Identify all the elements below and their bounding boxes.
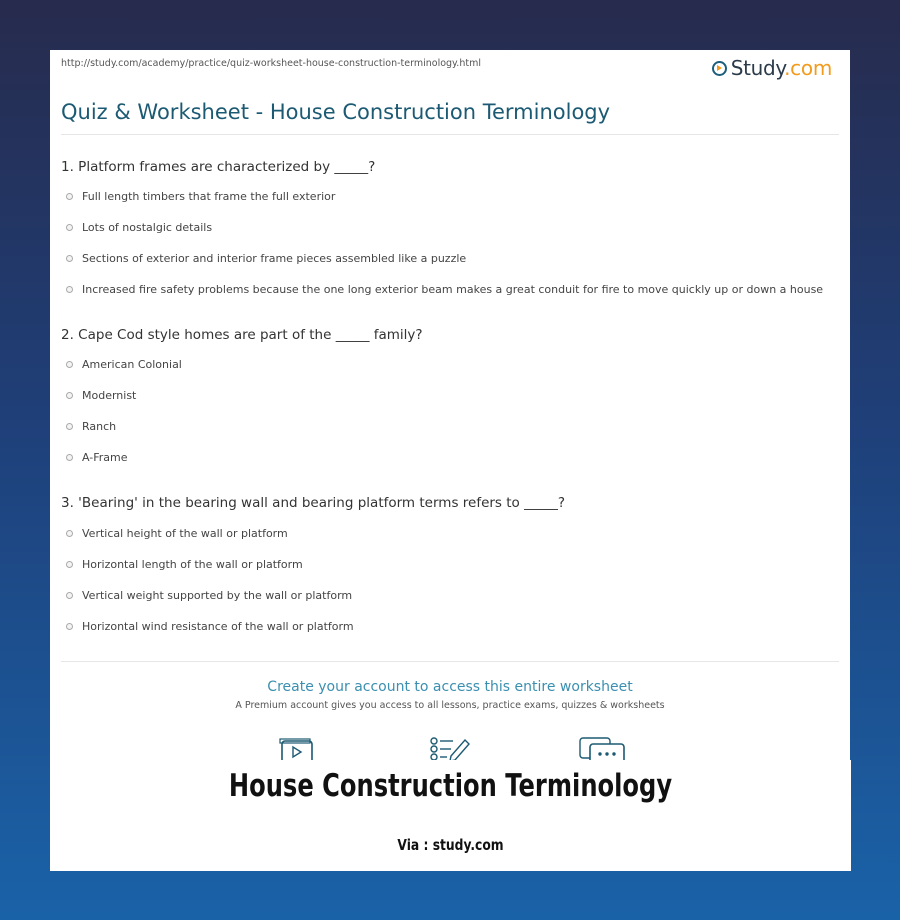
radio-button[interactable] bbox=[66, 423, 73, 430]
q2-option-2[interactable]: Modernist bbox=[66, 389, 136, 402]
play-circle-icon bbox=[712, 61, 727, 76]
caption-source[interactable]: Via : study.com bbox=[397, 836, 504, 854]
q3-option-1[interactable]: Vertical height of the wall or platform bbox=[66, 527, 288, 540]
radio-button[interactable] bbox=[66, 361, 73, 368]
question-1: 1. Platform frames are characterized by _____? bbox=[61, 159, 376, 175]
radio-button[interactable] bbox=[66, 454, 73, 461]
q3-option-4[interactable]: Horizontal wind resistance of the wall or platform bbox=[66, 620, 354, 633]
worksheet-screenshot bbox=[50, 50, 850, 760]
radio-button[interactable] bbox=[66, 592, 73, 599]
video-lesson-icon bbox=[279, 736, 315, 760]
radio-button[interactable] bbox=[66, 623, 73, 630]
page-title: Quiz & Worksheet - House Construction Terminology bbox=[61, 100, 611, 124]
q2-option-3[interactable]: Ranch bbox=[66, 420, 116, 433]
caption-title: House Construction Terminology bbox=[228, 768, 673, 804]
logo-text: Study.com bbox=[730, 56, 832, 80]
page-url[interactable]: http://study.com/academy/practice/quiz-worksheet-house-construction-terminology.html bbox=[61, 58, 481, 69]
caption-banner bbox=[50, 760, 851, 871]
cta-title[interactable]: Create your account to access this entire worksheet bbox=[267, 679, 633, 695]
title-divider bbox=[61, 134, 839, 135]
cta-subtitle: A Premium account gives you access to all lessons, practice exams, quizzes & worksheets bbox=[235, 700, 665, 711]
radio-button[interactable] bbox=[66, 224, 73, 231]
q1-option-1[interactable]: Full length timbers that frame the full exterior bbox=[66, 190, 335, 203]
q1-option-4[interactable]: Increased fire safety problems because the one long exterior beam makes a great conduit for fire to move quickly up or down a house bbox=[66, 283, 823, 296]
quiz-checklist-icon bbox=[429, 736, 471, 760]
chat-expert-icon bbox=[578, 736, 626, 760]
radio-button[interactable] bbox=[66, 392, 73, 399]
question-2: 2. Cape Cod style homes are part of the _____ family? bbox=[61, 327, 423, 343]
q2-option-1[interactable]: American Colonial bbox=[66, 358, 182, 371]
radio-button[interactable] bbox=[66, 193, 73, 200]
cta-divider bbox=[61, 661, 839, 662]
radio-button[interactable] bbox=[66, 561, 73, 568]
radio-button[interactable] bbox=[66, 286, 73, 293]
q3-option-3[interactable]: Vertical weight supported by the wall or platform bbox=[66, 589, 352, 602]
question-3: 3. 'Bearing' in the bearing wall and bearing platform terms refers to _____? bbox=[61, 495, 566, 511]
q3-option-2[interactable]: Horizontal length of the wall or platform bbox=[66, 558, 303, 571]
q2-option-4[interactable]: A-Frame bbox=[66, 451, 128, 464]
q1-option-2[interactable]: Lots of nostalgic details bbox=[66, 221, 212, 234]
radio-button[interactable] bbox=[66, 530, 73, 537]
radio-button[interactable] bbox=[66, 255, 73, 262]
study-logo[interactable] bbox=[712, 56, 832, 80]
q1-option-3[interactable]: Sections of exterior and interior frame pieces assembled like a puzzle bbox=[66, 252, 466, 265]
